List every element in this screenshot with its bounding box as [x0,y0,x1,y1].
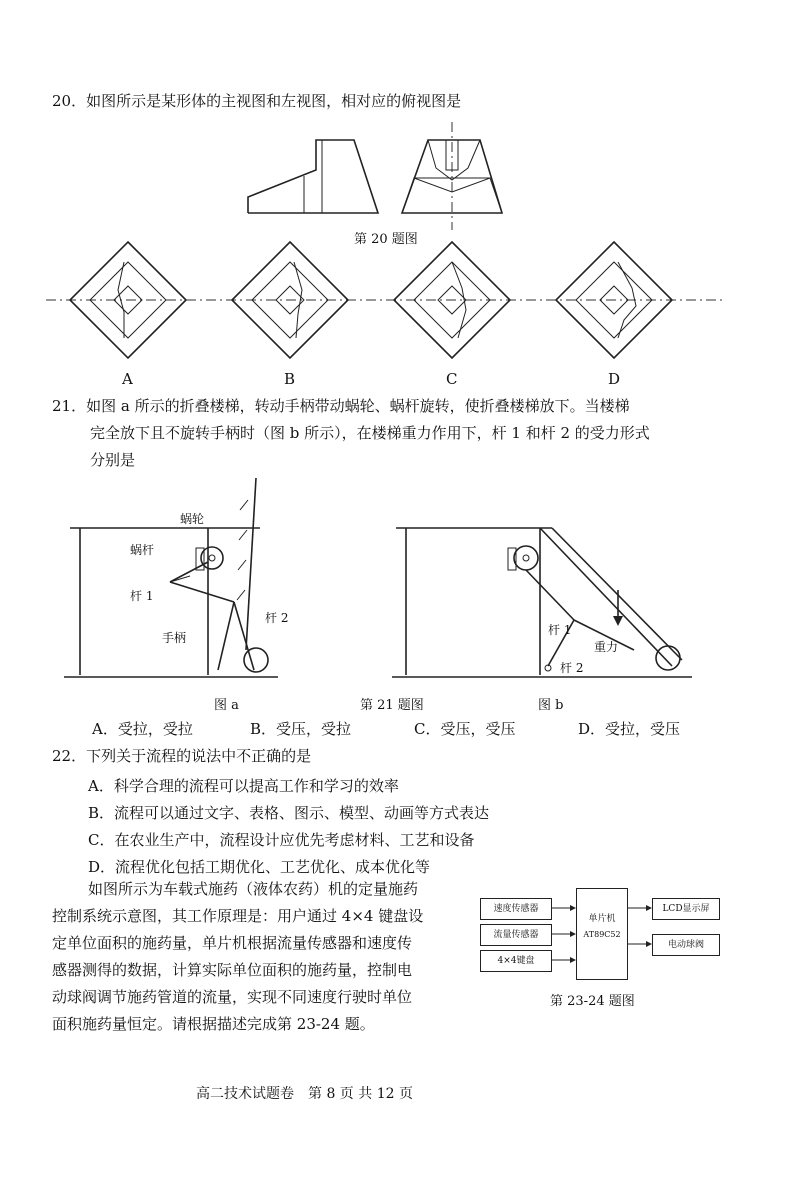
q23-line3: 定单位面积的施药量，单片机根据流量传感器和速度传 [52,934,413,952]
q23-caption: 第 23-24 题图 [550,994,635,1009]
q23-line2: 控制系统示意图，其工作原理是：用户通过 4×4 键盘设 [52,907,424,925]
q20-option-b: B [284,370,296,388]
q20-option-diagrams [0,238,800,358]
q21-label-handle: 手柄 [162,631,187,645]
keypad-box: 4×4键盘 [480,950,552,972]
q23-line4: 感器测得的数据，计算实际单位面积的施药量，控制电 [52,961,413,979]
flow-sensor-box: 流量传感器 [480,924,552,946]
q21-fig-b-label: 图 b [538,698,564,713]
valve-box: 电动球阀 [652,934,720,956]
q21-stem-line3: 分别是 [90,451,136,469]
q20-option-a: A [122,370,133,388]
q21-stem-line1: 21．如图 a 所示的折叠楼梯，转动手柄带动蜗轮、蜗杆旋转，使折叠楼梯放下。当楼梯 [52,397,630,415]
q21-label-rod1-b: 杆 1 [548,623,572,637]
q21-label-rod2-b: 杆 2 [560,661,584,675]
lcd-box: LCD显示屏 [652,898,720,920]
q21-stem-line2: 完全放下且不旋转手柄时（图 b 所示），在楼梯重力作用下，杆 1 和杆 2 的受力形式 [90,424,650,442]
mcu-box [576,888,628,980]
mcu-model: AT89C52 [583,930,621,939]
q21-label-worm-wheel: 蜗轮 [180,512,205,526]
mcu-label: 单片机 [588,914,616,924]
q21-choice-a: A．受拉，受拉 [92,720,193,738]
q22-choice-c: C．在农业生产中，流程设计应优先考虑材料、工艺和设备 [88,831,475,849]
q21-choice-b: B．受压，受拉 [250,720,352,738]
q20-stem: 20．如图所示是某形体的主视图和左视图，相对应的俯视图是 [52,92,462,110]
q21-figure-b [392,470,712,700]
q22-choice-d: D．流程优化包括工期优化、工艺优化、成本优化等 [88,858,431,876]
q21-figure-a [60,470,380,700]
q21-fig-a-label: 图 a [214,698,239,713]
q20-caption: 第 20 题图 [354,232,418,247]
q21-label-rod1: 杆 1 [130,589,154,603]
q22-choice-b: B．流程可以通过文字、表格、图示、模型、动画等方式表达 [88,804,490,822]
q21-label-worm: 蜗杆 [130,543,155,557]
q23-line1: 如图所示为车载式施药（液体农药）机的定量施药 [88,880,419,898]
q21-label-gravity: 重力 [594,640,619,654]
q23-line5: 动球阀调节施药管道的流量，实现不同速度行驶时单位 [52,988,413,1006]
q21-caption: 第 21 题图 [360,698,424,713]
q22-choice-a: A．科学合理的流程可以提高工作和学习的效率 [88,777,399,795]
q23-line6: 面积施药量恒定。请根据描述完成第 23-24 题。 [52,1015,375,1033]
q21-choice-c: C．受压，受压 [414,720,516,738]
q20-option-d: D [608,370,621,388]
q20-front-side-view [0,0,800,240]
speed-sensor-box: 速度传感器 [480,898,552,920]
q21-choice-d: D．受拉，受压 [578,720,681,738]
q22-stem: 22．下列关于流程的说法中不正确的是 [52,747,312,765]
q20-option-c: C [446,370,458,388]
q21-label-rod2: 杆 2 [265,611,289,625]
page-footer: 高二技术试题卷 第 8 页 共 12 页 [196,1086,413,1102]
